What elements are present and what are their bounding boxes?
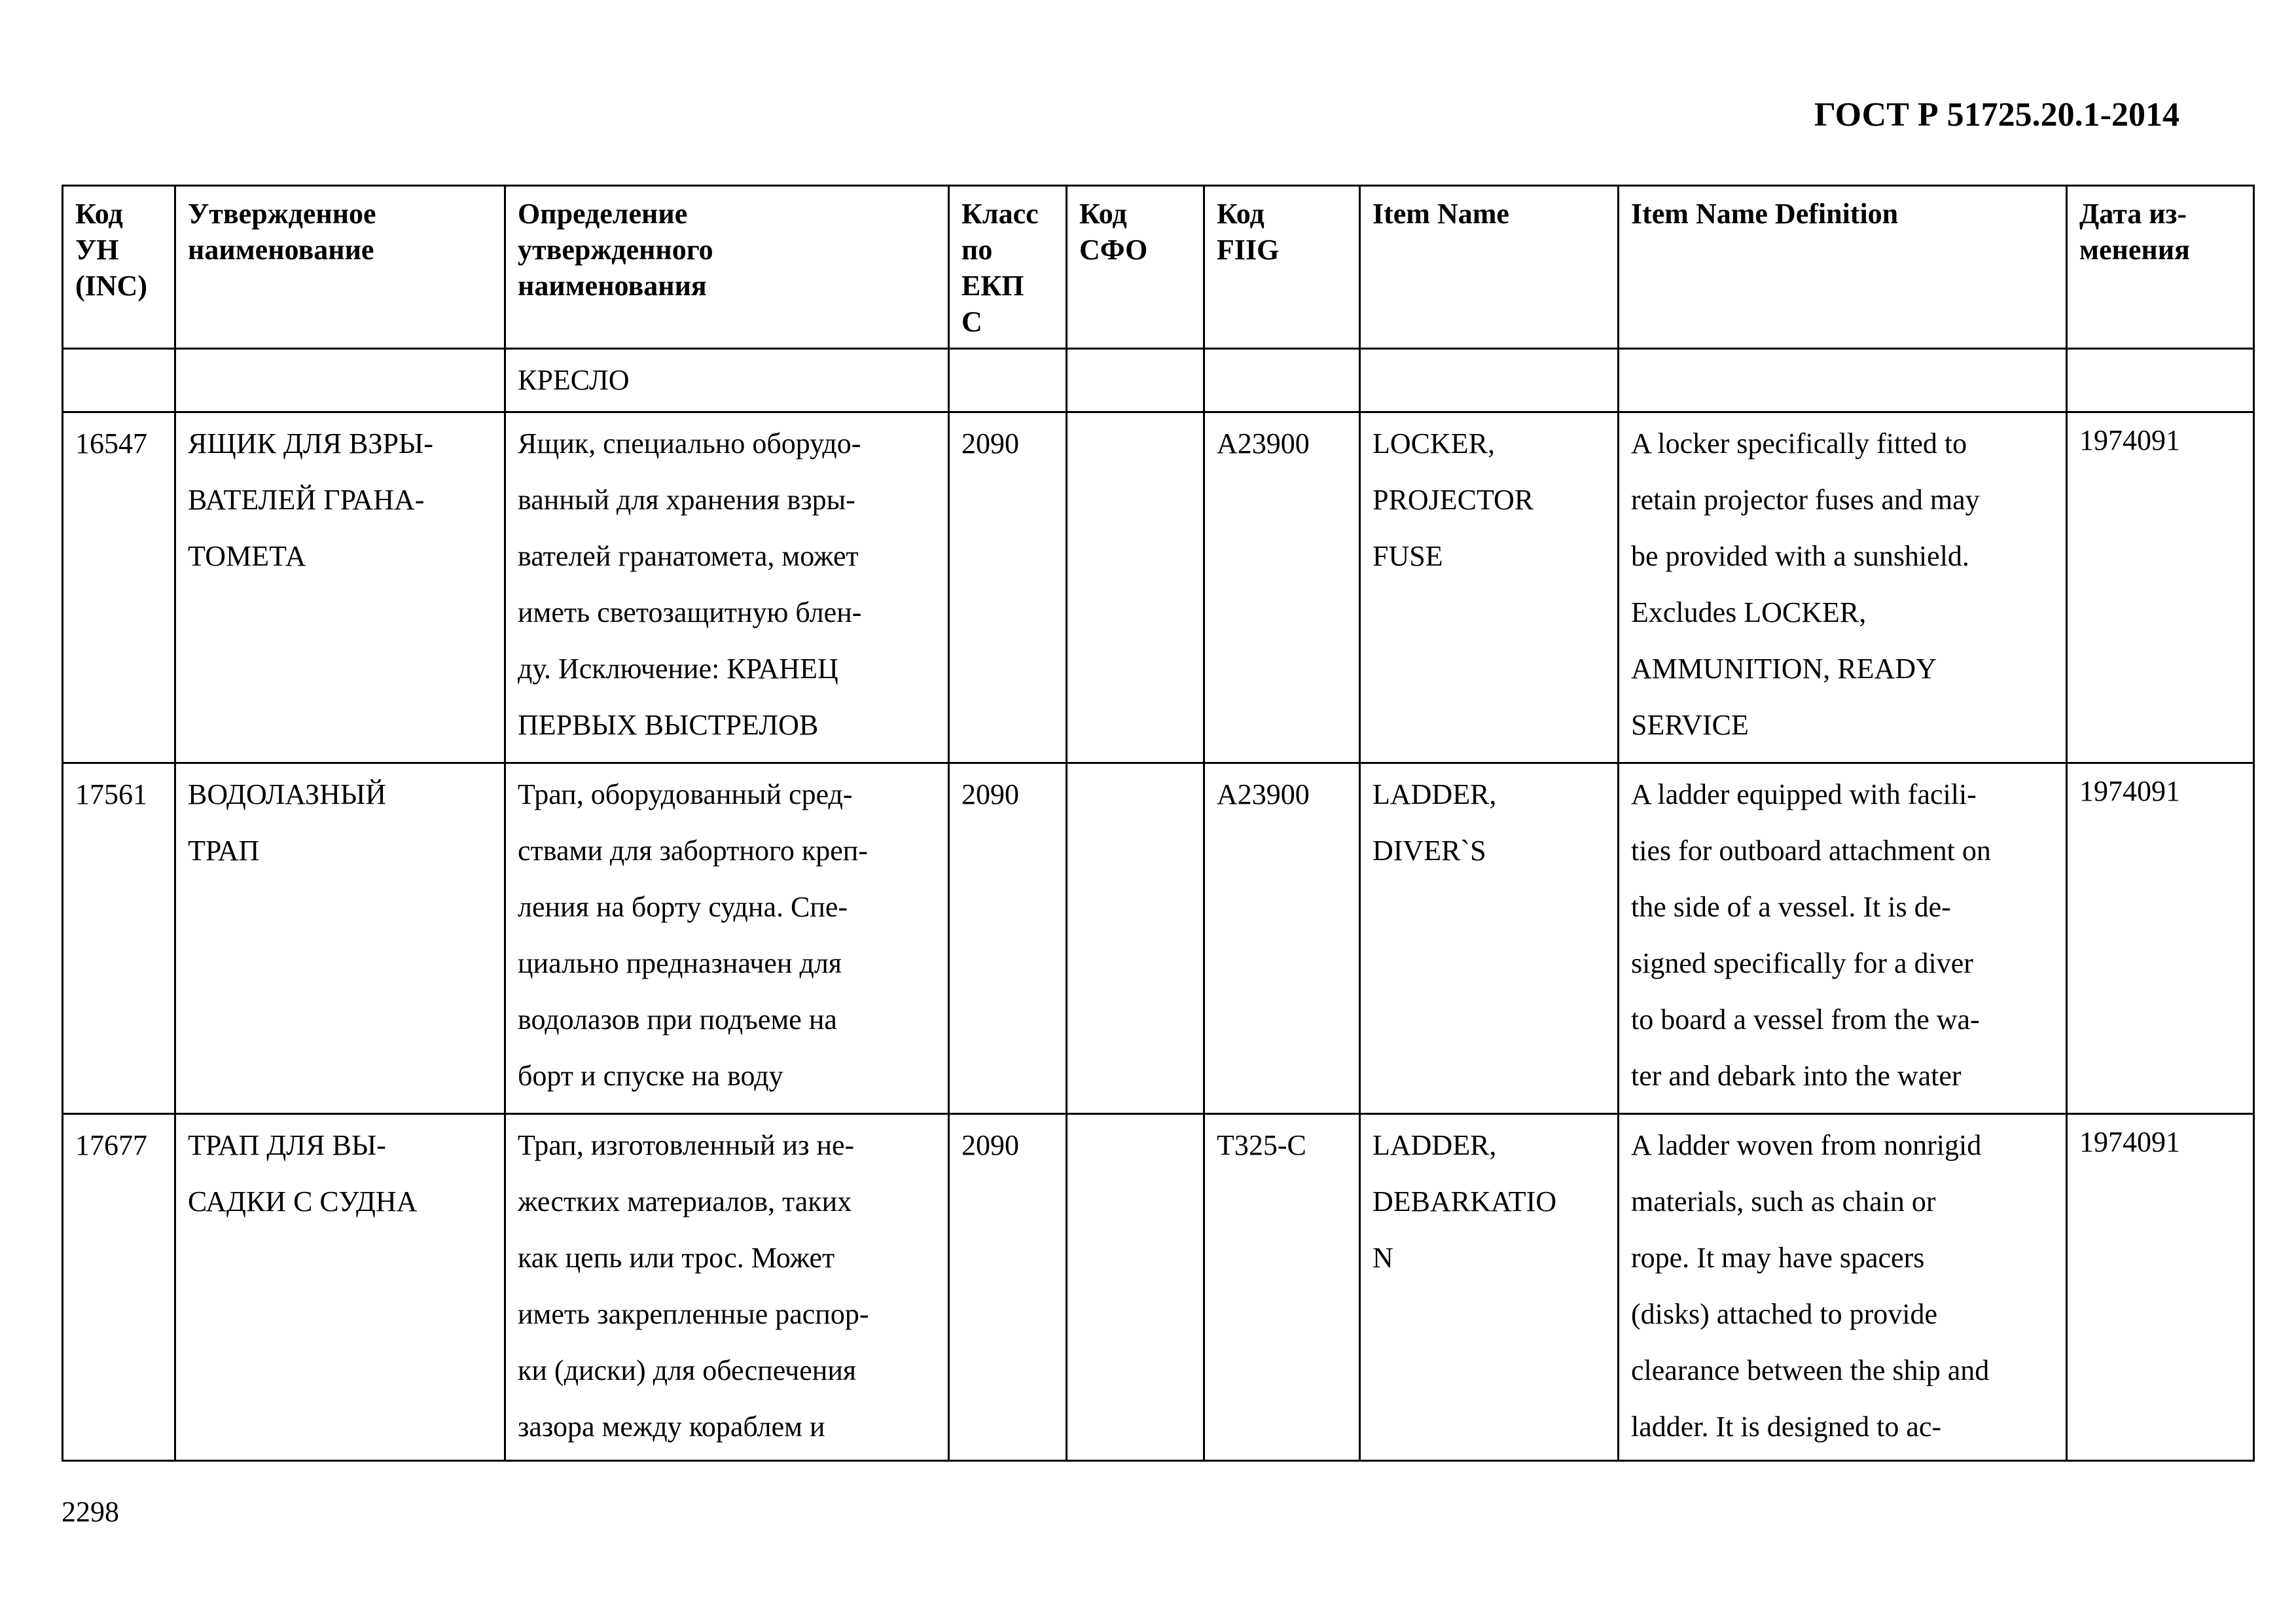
- cell-fiig: [1204, 349, 1360, 412]
- cell-item-definition: [1619, 349, 2067, 412]
- table-row: [63, 412, 2254, 763]
- cell-name: [175, 349, 505, 412]
- table-row-continuation: [63, 349, 2254, 412]
- column-header-name: Утвержденное наименование: [175, 186, 505, 349]
- cell-item-name: LADDER, DEBARKATIO N: [1360, 1114, 1619, 1461]
- document-code: ГОСТ Р 51725.20.1-2014: [1814, 96, 2179, 134]
- cell-sfo: [1067, 349, 1204, 412]
- cell-item-name: LADDER, DIVER`S: [1360, 763, 1619, 1114]
- column-header-item-name: Item Name: [1360, 186, 1619, 349]
- cell-inc: [63, 349, 175, 412]
- cell-item-definition: A ladder equipped with facili- ties for outboard attachment on the side of a vessel. It is de- signed specifically for a diver to board a vessel from the wa- ter and debark into the water: [1619, 763, 2067, 1114]
- cell-item-definition: A ladder woven from nonrigid materials, such as chain or rope. It may have spacers (disks) attached to provide clearance between the ship and ladder. It is designed to ac-: [1619, 1114, 2067, 1461]
- column-header-inc: Код УН (INC): [63, 186, 175, 349]
- cell-name: ЯЩИК ДЛЯ ВЗРЫ- ВАТЕЛЕЙ ГРАНА- ТОМЕТА: [175, 412, 505, 763]
- cell-name: ТРАП ДЛЯ ВЫ- САДКИ С СУДНА: [175, 1114, 505, 1461]
- cell-fiig: T325-C: [1204, 1114, 1360, 1461]
- table-row: [63, 1114, 2254, 1461]
- cell-name: ВОДОЛАЗНЫЙ ТРАП: [175, 763, 505, 1114]
- cell-inc: 16547: [63, 412, 175, 763]
- cell-class: 2090: [949, 1114, 1067, 1461]
- cell-date: 1974091: [2067, 412, 2254, 763]
- column-header-date: Дата из- менения: [2067, 186, 2254, 349]
- cell-item-definition: A locker specifically fitted to retain projector fuses and may be provided with a sunshield. Excludes LOCKER, AMMUNITION, READY SERVICE: [1619, 412, 2067, 763]
- cell-inc: 17677: [63, 1114, 175, 1461]
- cell-date: 1974091: [2067, 763, 2254, 1114]
- column-header-definition: Определение утвержденного наименования: [505, 186, 949, 349]
- cell-class: 2090: [949, 412, 1067, 763]
- cell-sfo: [1067, 763, 1204, 1114]
- table-row: [63, 763, 2254, 1114]
- column-header-sfo: Код СФО: [1067, 186, 1204, 349]
- column-header-item-definition: Item Name Definition: [1619, 186, 2067, 349]
- cell-sfo: [1067, 412, 1204, 763]
- cell-definition: КРЕСЛО: [505, 349, 949, 412]
- cell-sfo: [1067, 1114, 1204, 1461]
- cell-definition: Трап, оборудованный сред- ствами для забортного креп- ления на борту судна. Спе- циально предназначен для водолазов при подъеме на борт и спуске на воду: [505, 763, 949, 1114]
- cell-definition: Трап, изготовленный из не- жестких материалов, таких как цепь или трос. Может иметь закрепленные распор- ки (диски) для обеспечения зазора между кораблем и: [505, 1114, 949, 1461]
- cell-fiig: A23900: [1204, 763, 1360, 1114]
- cell-item-name: [1360, 349, 1619, 412]
- cell-fiig: A23900: [1204, 412, 1360, 763]
- cell-date: 1974091: [2067, 1114, 2254, 1461]
- cell-class: [949, 349, 1067, 412]
- page-number: 2298: [62, 1496, 119, 1528]
- column-header-class: Класс по ЕКП С: [949, 186, 1067, 349]
- cell-inc: 17561: [63, 763, 175, 1114]
- catalog-table: [62, 185, 2255, 1462]
- column-header-fiig: Код FIIG: [1204, 186, 1360, 349]
- cell-definition: Ящик, специально оборудо- ванный для хранения взры- вателей гранатомета, может иметь светозащитную блен- ду. Исключение: КРАНЕЦ ПЕРВЫХ ВЫСТРЕЛОВ: [505, 412, 949, 763]
- cell-class: 2090: [949, 763, 1067, 1114]
- cell-item-name: LOCKER, PROJECTOR FUSE: [1360, 412, 1619, 763]
- cell-date: [2067, 349, 2254, 412]
- table-header-row: [63, 186, 2254, 349]
